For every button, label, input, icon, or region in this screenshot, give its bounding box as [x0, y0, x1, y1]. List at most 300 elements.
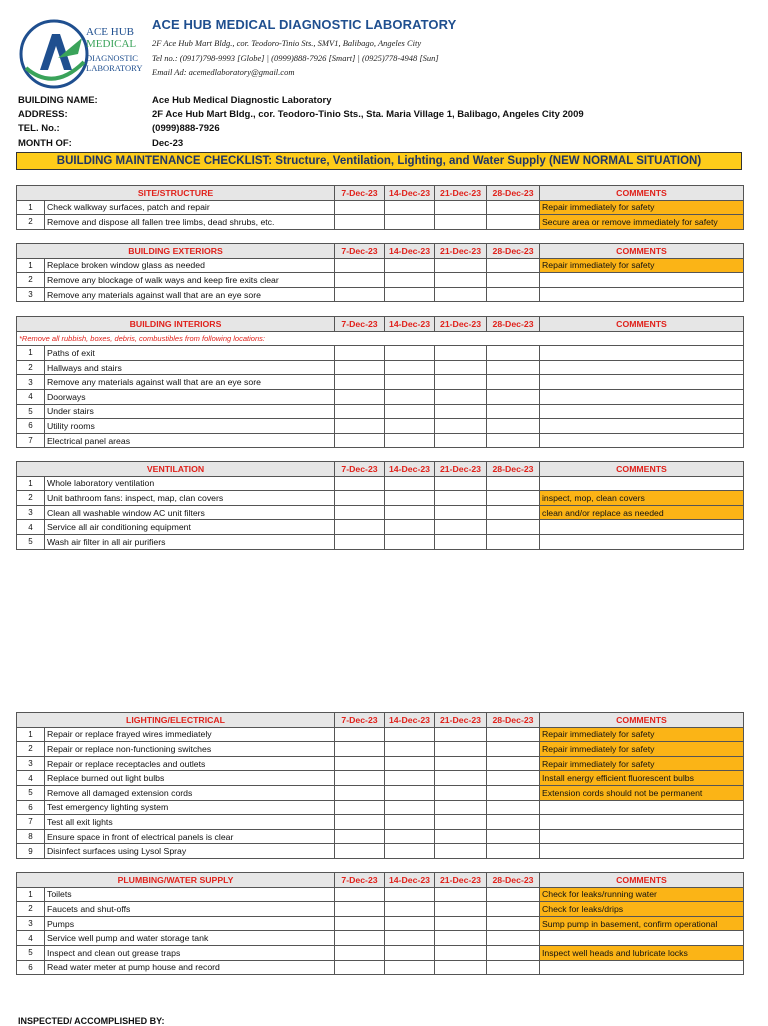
date-column-header-1: 7-Dec-23 — [335, 244, 385, 259]
item-comment — [540, 960, 744, 975]
month-label: MONTH OF: — [18, 138, 72, 149]
item-comment: Inspect well heads and lubricate locks — [540, 945, 744, 960]
check-cell-2[interactable] — [385, 346, 435, 361]
check-cell-4[interactable] — [487, 916, 540, 931]
check-cell-4[interactable] — [487, 273, 540, 288]
date-column-header-1: 7-Dec-23 — [335, 186, 385, 201]
item-task: Repair or replace receptacles and outlets — [45, 756, 335, 771]
item-comment: Repair immediately for safety — [540, 200, 744, 215]
check-cell-2[interactable] — [385, 960, 435, 975]
item-comment: Extension cords should not be permanent — [540, 785, 744, 800]
check-cell-3[interactable] — [435, 829, 487, 844]
item-task: Inspect and clean out grease traps — [45, 945, 335, 960]
comments-column-header: COMMENTS — [540, 713, 744, 728]
address-label: ADDRESS: — [18, 109, 68, 120]
section-title: BUILDING EXTERIORS — [17, 244, 335, 259]
check-cell-4[interactable] — [487, 520, 540, 535]
item-comment — [540, 375, 744, 390]
item-task: Pumps — [45, 916, 335, 931]
tel-label: TEL. No.: — [18, 123, 60, 134]
date-column-header-4: 28-Dec-23 — [487, 186, 540, 201]
check-cell-4[interactable] — [487, 491, 540, 506]
item-task: Under stairs — [45, 404, 335, 419]
date-column-header-3: 21-Dec-23 — [435, 317, 487, 332]
item-comment — [540, 844, 744, 859]
check-cell-1[interactable] — [335, 520, 385, 535]
item-comment — [540, 520, 744, 535]
check-cell-4[interactable] — [487, 844, 540, 859]
item-task: Repair or replace frayed wires immediately — [45, 727, 335, 742]
item-comment — [540, 476, 744, 491]
item-number: 1 — [17, 727, 45, 742]
check-cell-3[interactable] — [435, 945, 487, 960]
item-number: 2 — [17, 273, 45, 288]
date-column-header-1: 7-Dec-23 — [335, 462, 385, 477]
checklist-row — [17, 829, 744, 844]
lab-logo — [18, 18, 150, 90]
check-cell-4[interactable] — [487, 756, 540, 771]
check-cell-3[interactable] — [435, 902, 487, 917]
date-column-header-2: 14-Dec-23 — [385, 317, 435, 332]
item-task: Doorways — [45, 389, 335, 404]
check-cell-3[interactable] — [435, 771, 487, 786]
building-name-label: BUILDING NAME: — [18, 95, 98, 106]
check-cell-2[interactable] — [385, 287, 435, 302]
item-task: Disinfect surfaces using Lysol Spray — [45, 844, 335, 859]
item-comment: clean and/or replace as needed — [540, 505, 744, 520]
check-cell-3[interactable] — [435, 419, 487, 434]
item-task: Repair or replace non-functioning switches — [45, 742, 335, 757]
checklist-row — [17, 360, 744, 375]
checklist-row — [17, 815, 744, 830]
item-comment: Repair immediately for safety — [540, 258, 744, 273]
item-task: Test all exit lights — [45, 815, 335, 830]
lab-phone: Tel no.: (0917)798-9993 [Globe] | (0999)888-7926 [Smart] | (0925)778-4948 [Sun] — [152, 53, 439, 63]
check-cell-4[interactable] — [487, 829, 540, 844]
check-cell-3[interactable] — [435, 534, 487, 549]
check-cell-4[interactable] — [487, 902, 540, 917]
check-cell-4[interactable] — [487, 887, 540, 902]
check-cell-4[interactable] — [487, 375, 540, 390]
check-cell-2[interactable] — [385, 829, 435, 844]
item-number: 7 — [17, 433, 45, 448]
check-cell-1[interactable] — [335, 258, 385, 273]
check-cell-1[interactable] — [335, 756, 385, 771]
comments-column-header: COMMENTS — [540, 244, 744, 259]
check-cell-3[interactable] — [435, 931, 487, 946]
item-task: Service well pump and water storage tank — [45, 931, 335, 946]
checklist-row — [17, 346, 744, 361]
check-cell-2[interactable] — [385, 389, 435, 404]
check-cell-1[interactable] — [335, 771, 385, 786]
check-cell-4[interactable] — [487, 534, 540, 549]
check-cell-1[interactable] — [335, 346, 385, 361]
inspected-by-label: INSPECTED/ ACCOMPLISHED BY: — [18, 1016, 165, 1026]
logo-text-1: ACE HUB — [86, 26, 134, 38]
item-comment: Repair immediately for safety — [540, 742, 744, 757]
check-cell-2[interactable] — [385, 534, 435, 549]
item-comment — [540, 931, 744, 946]
checklist-row — [17, 375, 744, 390]
item-task: Read water meter at pump house and record — [45, 960, 335, 975]
check-cell-3[interactable] — [435, 844, 487, 859]
check-cell-1[interactable] — [335, 902, 385, 917]
check-cell-3[interactable] — [435, 375, 487, 390]
section-note: *Remove all rubbish, boxes, debris, combustibles from following locations: — [17, 331, 744, 346]
check-cell-1[interactable] — [335, 505, 385, 520]
date-column-header-2: 14-Dec-23 — [385, 462, 435, 477]
checklist-row — [17, 505, 744, 520]
check-cell-2[interactable] — [385, 902, 435, 917]
logo-text-4: LABORATORY — [86, 63, 143, 73]
checklist-row — [17, 902, 744, 917]
check-cell-1[interactable] — [335, 887, 385, 902]
item-comment — [540, 346, 744, 361]
item-number: 3 — [17, 287, 45, 302]
lab-email: Email Ad: acemedlaboratory@gmail.com — [152, 67, 295, 77]
comments-column-header: COMMENTS — [540, 462, 744, 477]
check-cell-4[interactable] — [487, 360, 540, 375]
check-cell-4[interactable] — [487, 433, 540, 448]
checklist-row — [17, 756, 744, 771]
item-comment: Repair immediately for safety — [540, 756, 744, 771]
section-header-row — [17, 713, 744, 728]
check-cell-4[interactable] — [487, 742, 540, 757]
section-title: VENTILATION — [17, 462, 335, 477]
section-header-row — [17, 873, 744, 888]
item-comment — [540, 800, 744, 815]
check-cell-1[interactable] — [335, 916, 385, 931]
check-cell-3[interactable] — [435, 785, 487, 800]
check-cell-1[interactable] — [335, 800, 385, 815]
date-column-header-4: 28-Dec-23 — [487, 317, 540, 332]
check-cell-2[interactable] — [385, 887, 435, 902]
item-task: Replace broken window glass as needed — [45, 258, 335, 273]
check-cell-3[interactable] — [435, 491, 487, 506]
check-cell-2[interactable] — [385, 360, 435, 375]
check-cell-2[interactable] — [385, 756, 435, 771]
check-cell-1[interactable] — [335, 534, 385, 549]
check-cell-3[interactable] — [435, 215, 487, 230]
check-cell-2[interactable] — [385, 844, 435, 859]
item-number: 4 — [17, 520, 45, 535]
checklist-row — [17, 742, 744, 757]
check-cell-3[interactable] — [435, 505, 487, 520]
check-cell-1[interactable] — [335, 931, 385, 946]
date-column-header-1: 7-Dec-23 — [335, 317, 385, 332]
lab-title: ACE HUB MEDICAL DIAGNOSTIC LABORATORY — [152, 17, 457, 32]
item-comment: Check for leaks/running water — [540, 887, 744, 902]
building-interiors-table — [16, 316, 744, 448]
check-cell-3[interactable] — [435, 287, 487, 302]
item-comment — [540, 273, 744, 288]
item-task: Wash air filter in all air purifiers — [45, 534, 335, 549]
check-cell-2[interactable] — [385, 931, 435, 946]
checklist-row — [17, 215, 744, 230]
checklist-row — [17, 404, 744, 419]
check-cell-4[interactable] — [487, 404, 540, 419]
plumbing-water-table — [16, 872, 744, 975]
item-number: 4 — [17, 931, 45, 946]
check-cell-1[interactable] — [335, 491, 385, 506]
check-cell-3[interactable] — [435, 433, 487, 448]
section-header-row — [17, 462, 744, 477]
date-column-header-1: 7-Dec-23 — [335, 873, 385, 888]
item-number: 3 — [17, 375, 45, 390]
item-number: 5 — [17, 534, 45, 549]
checklist-row — [17, 258, 744, 273]
comments-column-header: COMMENTS — [540, 873, 744, 888]
ventilation-table — [16, 461, 744, 550]
checklist-row — [17, 771, 744, 786]
check-cell-1[interactable] — [335, 960, 385, 975]
checklist-row — [17, 916, 744, 931]
check-cell-2[interactable] — [385, 375, 435, 390]
check-cell-2[interactable] — [385, 258, 435, 273]
logo-text-3: DIAGNOSTIC — [86, 53, 138, 63]
check-cell-1[interactable] — [335, 829, 385, 844]
building-exteriors-table — [16, 243, 744, 302]
check-cell-2[interactable] — [385, 404, 435, 419]
check-cell-3[interactable] — [435, 476, 487, 491]
check-cell-1[interactable] — [335, 200, 385, 215]
item-number: 4 — [17, 771, 45, 786]
item-comment — [540, 419, 744, 434]
check-cell-2[interactable] — [385, 742, 435, 757]
check-cell-1[interactable] — [335, 287, 385, 302]
check-cell-1[interactable] — [335, 389, 385, 404]
date-column-header-3: 21-Dec-23 — [435, 244, 487, 259]
checklist-row — [17, 960, 744, 975]
check-cell-2[interactable] — [385, 273, 435, 288]
date-column-header-3: 21-Dec-23 — [435, 186, 487, 201]
date-column-header-2: 14-Dec-23 — [385, 186, 435, 201]
item-task: Faucets and shut-offs — [45, 902, 335, 917]
item-task: Remove any materials against wall that are an eye sore — [45, 287, 335, 302]
date-column-header-3: 21-Dec-23 — [435, 713, 487, 728]
section-header-row — [17, 317, 744, 332]
check-cell-3[interactable] — [435, 916, 487, 931]
item-number: 5 — [17, 945, 45, 960]
check-cell-4[interactable] — [487, 931, 540, 946]
item-number: 3 — [17, 756, 45, 771]
item-number: 1 — [17, 476, 45, 491]
check-cell-2[interactable] — [385, 520, 435, 535]
item-comment: Install energy efficient fluorescent bulbs — [540, 771, 744, 786]
item-number: 2 — [17, 360, 45, 375]
date-column-header-4: 28-Dec-23 — [487, 244, 540, 259]
check-cell-4[interactable] — [487, 215, 540, 230]
check-cell-4[interactable] — [487, 771, 540, 786]
check-cell-3[interactable] — [435, 815, 487, 830]
check-cell-4[interactable] — [487, 945, 540, 960]
item-comment — [540, 360, 744, 375]
item-comment — [540, 433, 744, 448]
checklist-title: BUILDING MAINTENANCE CHECKLIST: Structure, Ventilation, Lighting, and Water Supply (NEW NORMAL SITUATION) — [16, 152, 742, 170]
item-number: 2 — [17, 491, 45, 506]
check-cell-4[interactable] — [487, 287, 540, 302]
checklist-row — [17, 476, 744, 491]
check-cell-2[interactable] — [385, 419, 435, 434]
item-number: 1 — [17, 200, 45, 215]
item-number: 5 — [17, 404, 45, 419]
check-cell-4[interactable] — [487, 419, 540, 434]
comments-column-header: COMMENTS — [540, 317, 744, 332]
check-cell-3[interactable] — [435, 756, 487, 771]
check-cell-3[interactable] — [435, 273, 487, 288]
item-task: Remove and dispose all fallen tree limbs, dead shrubs, etc. — [45, 215, 335, 230]
item-number: 2 — [17, 215, 45, 230]
check-cell-1[interactable] — [335, 785, 385, 800]
item-task: Hallways and stairs — [45, 360, 335, 375]
check-cell-2[interactable] — [385, 815, 435, 830]
check-cell-3[interactable] — [435, 346, 487, 361]
checklist-row — [17, 273, 744, 288]
check-cell-4[interactable] — [487, 505, 540, 520]
check-cell-4[interactable] — [487, 200, 540, 215]
check-cell-1[interactable] — [335, 360, 385, 375]
item-number: 3 — [17, 505, 45, 520]
item-comment — [540, 534, 744, 549]
check-cell-2[interactable] — [385, 433, 435, 448]
lab-address: 2F Ace Hub Mart Bldg., cor. Teodoro-Tinio Sts., SMV1, Balibago, Angeles City — [152, 38, 422, 48]
item-number: 4 — [17, 389, 45, 404]
address-value: 2F Ace Hub Mart Bldg., cor. Teodoro-Tinio Sts., Sta. Maria Village 1, Balibago, Angeles City 2009 — [152, 109, 584, 120]
check-cell-2[interactable] — [385, 215, 435, 230]
item-number: 6 — [17, 419, 45, 434]
item-task: Whole laboratory ventilation — [45, 476, 335, 491]
item-number: 1 — [17, 887, 45, 902]
check-cell-3[interactable] — [435, 887, 487, 902]
check-cell-4[interactable] — [487, 815, 540, 830]
checklist-row — [17, 785, 744, 800]
check-cell-3[interactable] — [435, 404, 487, 419]
date-column-header-3: 21-Dec-23 — [435, 873, 487, 888]
item-task: Clean all washable window AC unit filters — [45, 505, 335, 520]
check-cell-4[interactable] — [487, 258, 540, 273]
check-cell-2[interactable] — [385, 727, 435, 742]
section-title: SITE/STRUCTURE — [17, 186, 335, 201]
checklist-row — [17, 389, 744, 404]
check-cell-4[interactable] — [487, 476, 540, 491]
check-cell-3[interactable] — [435, 520, 487, 535]
item-comment — [540, 815, 744, 830]
check-cell-1[interactable] — [335, 844, 385, 859]
check-cell-2[interactable] — [385, 945, 435, 960]
check-cell-3[interactable] — [435, 200, 487, 215]
check-cell-1[interactable] — [335, 215, 385, 230]
check-cell-2[interactable] — [385, 476, 435, 491]
section-title: BUILDING INTERIORS — [17, 317, 335, 332]
checklist-row — [17, 419, 744, 434]
item-task: Check walkway surfaces, patch and repair — [45, 200, 335, 215]
date-column-header-2: 14-Dec-23 — [385, 244, 435, 259]
checklist-row — [17, 200, 744, 215]
check-cell-1[interactable] — [335, 375, 385, 390]
check-cell-1[interactable] — [335, 433, 385, 448]
item-task: Remove any materials against wall that are an eye sore — [45, 375, 335, 390]
check-cell-1[interactable] — [335, 727, 385, 742]
check-cell-2[interactable] — [385, 771, 435, 786]
item-comment — [540, 389, 744, 404]
check-cell-4[interactable] — [487, 960, 540, 975]
item-number: 7 — [17, 815, 45, 830]
check-cell-1[interactable] — [335, 419, 385, 434]
date-column-header-2: 14-Dec-23 — [385, 873, 435, 888]
section-header-row — [17, 244, 744, 259]
check-cell-1[interactable] — [335, 476, 385, 491]
check-cell-3[interactable] — [435, 800, 487, 815]
section-title: PLUMBING/WATER SUPPLY — [17, 873, 335, 888]
check-cell-2[interactable] — [385, 800, 435, 815]
check-cell-3[interactable] — [435, 360, 487, 375]
item-task: Utility rooms — [45, 419, 335, 434]
check-cell-1[interactable] — [335, 404, 385, 419]
site-structure-table — [16, 185, 744, 230]
item-task: Remove all damaged extension cords — [45, 785, 335, 800]
section-title: LIGHTING/ELECTRICAL — [17, 713, 335, 728]
check-cell-1[interactable] — [335, 742, 385, 757]
item-task: Paths of exit — [45, 346, 335, 361]
section-header-row — [17, 186, 744, 201]
check-cell-4[interactable] — [487, 389, 540, 404]
item-number: 9 — [17, 844, 45, 859]
item-task: Test emergency lighting system — [45, 800, 335, 815]
check-cell-2[interactable] — [385, 200, 435, 215]
item-task: Unit bathroom fans: inspect, map, clan covers — [45, 491, 335, 506]
checklist-row — [17, 931, 744, 946]
date-column-header-4: 28-Dec-23 — [487, 713, 540, 728]
check-cell-4[interactable] — [487, 727, 540, 742]
checklist-row — [17, 520, 744, 535]
item-number: 3 — [17, 916, 45, 931]
check-cell-3[interactable] — [435, 258, 487, 273]
building-name-value: Ace Hub Medical Diagnostic Laboratory — [152, 95, 332, 106]
date-column-header-2: 14-Dec-23 — [385, 713, 435, 728]
checklist-row — [17, 887, 744, 902]
check-cell-3[interactable] — [435, 727, 487, 742]
item-comment: Check for leaks/drips — [540, 902, 744, 917]
item-task: Toilets — [45, 887, 335, 902]
item-number: 8 — [17, 829, 45, 844]
check-cell-3[interactable] — [435, 742, 487, 757]
check-cell-2[interactable] — [385, 505, 435, 520]
lighting-electrical-table — [16, 712, 744, 859]
item-task: Service all air conditioning equipment — [45, 520, 335, 535]
item-number: 6 — [17, 800, 45, 815]
check-cell-1[interactable] — [335, 945, 385, 960]
item-number: 2 — [17, 742, 45, 757]
item-task: Replace burned out light bulbs — [45, 771, 335, 786]
check-cell-2[interactable] — [385, 491, 435, 506]
item-comment: inspect, mop, clean covers — [540, 491, 744, 506]
check-cell-4[interactable] — [487, 346, 540, 361]
check-cell-3[interactable] — [435, 960, 487, 975]
check-cell-1[interactable] — [335, 273, 385, 288]
date-column-header-4: 28-Dec-23 — [487, 462, 540, 477]
check-cell-2[interactable] — [385, 785, 435, 800]
item-comment — [540, 829, 744, 844]
item-comment — [540, 404, 744, 419]
check-cell-3[interactable] — [435, 389, 487, 404]
item-number: 5 — [17, 785, 45, 800]
checklist-row — [17, 844, 744, 859]
check-cell-4[interactable] — [487, 800, 540, 815]
check-cell-4[interactable] — [487, 785, 540, 800]
check-cell-2[interactable] — [385, 916, 435, 931]
checklist-row — [17, 800, 744, 815]
check-cell-1[interactable] — [335, 815, 385, 830]
